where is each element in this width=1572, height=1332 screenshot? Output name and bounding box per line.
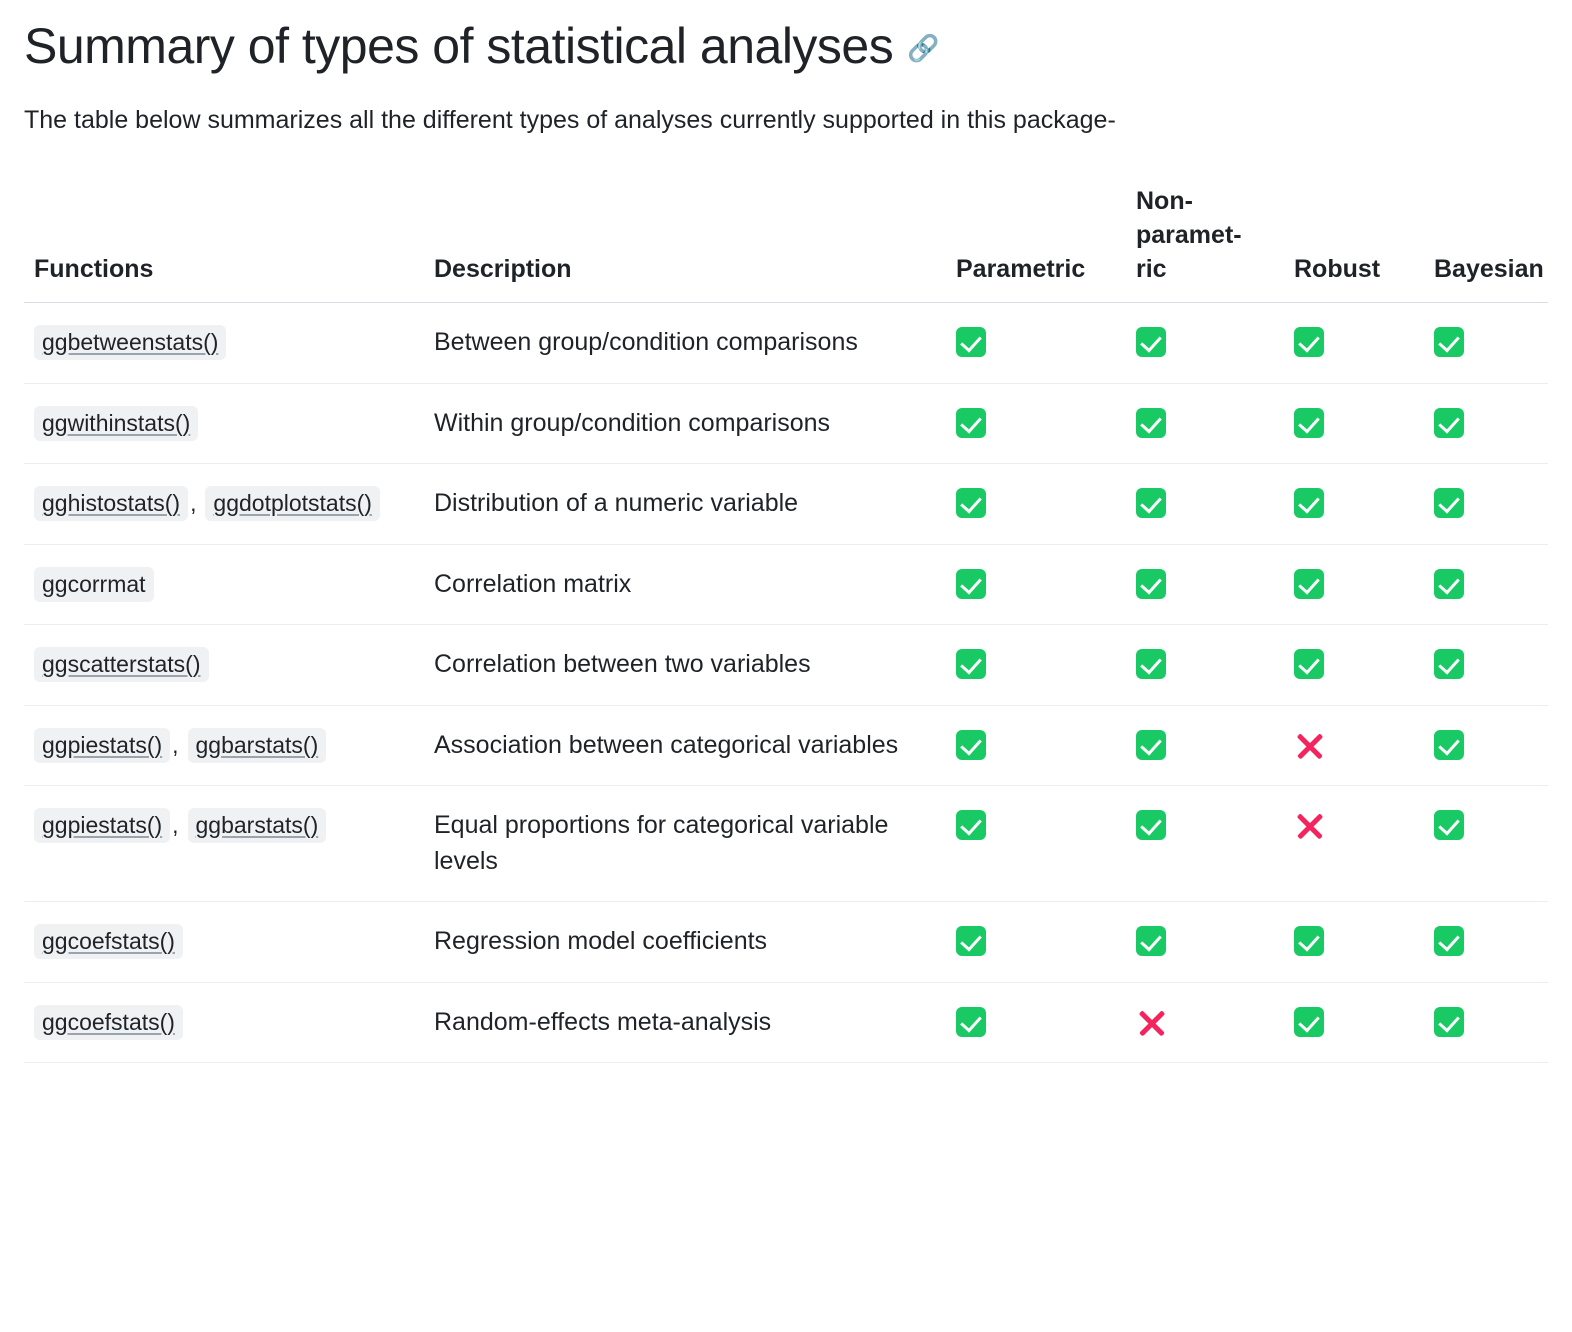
cross-icon <box>1294 730 1326 762</box>
cell-description: Within group/condition comparisons <box>424 383 946 464</box>
check-icon <box>1294 649 1324 679</box>
cell-robust <box>1284 464 1424 545</box>
chip-separator: , <box>190 490 197 517</box>
function-link[interactable]: ggpiestats() <box>34 808 170 843</box>
column-header-nonparametric-line1: Non- <box>1136 187 1193 215</box>
function-label: ggcorrmat <box>34 567 154 602</box>
table-row <box>24 303 1548 384</box>
intro-paragraph: The table below summarizes all the different types of analyses currently supported in this package- <box>24 105 1116 134</box>
cell-description: Regression model coefficients <box>424 902 946 983</box>
cell-description: Correlation matrix <box>424 544 946 625</box>
chip-separator: , <box>172 731 179 758</box>
function-link[interactable]: ggbarstats() <box>188 728 327 763</box>
cell-nonparametric <box>1126 625 1284 706</box>
cell-nonparametric <box>1126 982 1284 1063</box>
cell-description: Correlation between two variables <box>424 625 946 706</box>
cross-icon <box>1136 1007 1168 1039</box>
column-header-nonparametric <box>1126 185 1284 303</box>
cell-robust <box>1284 303 1424 384</box>
cell-bayesian <box>1424 464 1548 545</box>
cell-functions <box>24 625 424 706</box>
check-icon <box>1294 488 1324 518</box>
check-icon <box>956 730 986 760</box>
check-icon <box>1434 569 1464 599</box>
check-icon <box>1434 810 1464 840</box>
table-row <box>24 902 1548 983</box>
cell-parametric <box>946 383 1126 464</box>
cell-functions <box>24 303 424 384</box>
column-header-nonparametric-line3: ric <box>1136 254 1167 283</box>
cell-bayesian <box>1424 544 1548 625</box>
check-icon <box>1294 1007 1324 1037</box>
cell-functions <box>24 902 424 983</box>
table-head <box>24 185 1548 303</box>
table-body <box>24 303 1548 1063</box>
check-icon <box>1434 488 1464 518</box>
chip-separator: , <box>172 812 179 839</box>
cell-parametric <box>946 625 1126 706</box>
analyses-summary-table <box>24 185 1548 1063</box>
cell-description: Equal proportions for categorical variable levels <box>424 786 946 902</box>
check-icon <box>1136 488 1166 518</box>
column-header-bayesian: Bayesian <box>1434 254 1544 283</box>
cell-nonparametric <box>1126 464 1284 545</box>
cell-parametric <box>946 982 1126 1063</box>
function-link[interactable]: ggbarstats() <box>188 808 327 843</box>
cell-robust <box>1284 705 1424 786</box>
cell-nonparametric <box>1126 705 1284 786</box>
check-icon <box>1136 649 1166 679</box>
link-icon[interactable]: 🔗 <box>907 33 940 63</box>
function-link[interactable]: ggcoefstats() <box>34 1005 183 1040</box>
check-icon <box>1136 730 1166 760</box>
function-link[interactable]: ggwithinstats() <box>34 406 198 441</box>
check-icon <box>1294 569 1324 599</box>
check-icon <box>956 327 986 357</box>
check-icon <box>1434 327 1464 357</box>
cell-bayesian <box>1424 625 1548 706</box>
page-title <box>24 18 1548 76</box>
cell-parametric <box>946 902 1126 983</box>
cell-functions <box>24 982 424 1063</box>
cross-icon <box>1294 810 1326 842</box>
check-icon <box>956 926 986 956</box>
table-row <box>24 383 1548 464</box>
cell-description: Distribution of a numeric variable <box>424 464 946 545</box>
cell-functions <box>24 464 424 545</box>
cell-nonparametric <box>1126 786 1284 902</box>
column-header-robust: Robust <box>1294 254 1381 283</box>
function-link[interactable]: gghistostats() <box>34 486 188 521</box>
check-icon <box>1434 730 1464 760</box>
check-icon <box>956 488 986 518</box>
function-link[interactable]: ggcoefstats() <box>34 924 183 959</box>
check-icon <box>1136 327 1166 357</box>
column-header-nonparametric-line2: paramet- <box>1136 220 1242 249</box>
function-link[interactable]: ggscatterstats() <box>34 647 209 682</box>
cell-robust <box>1284 982 1424 1063</box>
cell-nonparametric <box>1126 383 1284 464</box>
check-icon <box>1136 569 1166 599</box>
check-icon <box>956 569 986 599</box>
cell-robust <box>1284 625 1424 706</box>
page-title-text: Summary of types of statistical analyses <box>24 18 894 74</box>
table-row <box>24 705 1548 786</box>
function-link[interactable]: ggbetweenstats() <box>34 325 226 360</box>
check-icon <box>956 649 986 679</box>
cell-description: Association between categorical variables <box>424 705 946 786</box>
cell-parametric <box>946 544 1126 625</box>
cell-bayesian <box>1424 383 1548 464</box>
function-link[interactable]: ggpiestats() <box>34 728 170 763</box>
function-link[interactable]: ggdotplotstats() <box>205 486 380 521</box>
check-icon <box>1136 408 1166 438</box>
table-row <box>24 982 1548 1063</box>
cell-bayesian <box>1424 902 1548 983</box>
table-row <box>24 625 1548 706</box>
table-row <box>24 544 1548 625</box>
check-icon <box>1294 926 1324 956</box>
column-header-functions: Functions <box>34 254 154 283</box>
cell-parametric <box>946 303 1126 384</box>
check-icon <box>1434 408 1464 438</box>
check-icon <box>1294 327 1324 357</box>
check-icon <box>1294 408 1324 438</box>
table-row <box>24 464 1548 545</box>
check-icon <box>956 1007 986 1037</box>
cell-parametric <box>946 705 1126 786</box>
cell-robust <box>1284 786 1424 902</box>
cell-description: Random-effects meta-analysis <box>424 982 946 1063</box>
cell-bayesian <box>1424 303 1548 384</box>
cell-nonparametric <box>1126 544 1284 625</box>
cell-functions <box>24 786 424 902</box>
cell-bayesian <box>1424 786 1548 902</box>
cell-robust <box>1284 902 1424 983</box>
column-header-description: Description <box>434 254 572 283</box>
table-header-row <box>24 185 1548 303</box>
check-icon <box>1434 649 1464 679</box>
cell-nonparametric <box>1126 303 1284 384</box>
cell-functions <box>24 705 424 786</box>
cell-functions <box>24 383 424 464</box>
cell-bayesian <box>1424 982 1548 1063</box>
check-icon <box>1136 810 1166 840</box>
cell-functions <box>24 544 424 625</box>
check-icon <box>1136 926 1166 956</box>
cell-nonparametric <box>1126 902 1284 983</box>
table-row <box>24 786 1548 902</box>
check-icon <box>956 810 986 840</box>
cell-bayesian <box>1424 705 1548 786</box>
cell-robust <box>1284 544 1424 625</box>
column-header-parametric: Parametric <box>956 254 1086 283</box>
check-icon <box>1434 926 1464 956</box>
cell-robust <box>1284 383 1424 464</box>
check-icon <box>1434 1007 1464 1037</box>
cell-description: Between group/condition comparisons <box>424 303 946 384</box>
cell-parametric <box>946 786 1126 902</box>
cell-parametric <box>946 464 1126 545</box>
check-icon <box>956 408 986 438</box>
